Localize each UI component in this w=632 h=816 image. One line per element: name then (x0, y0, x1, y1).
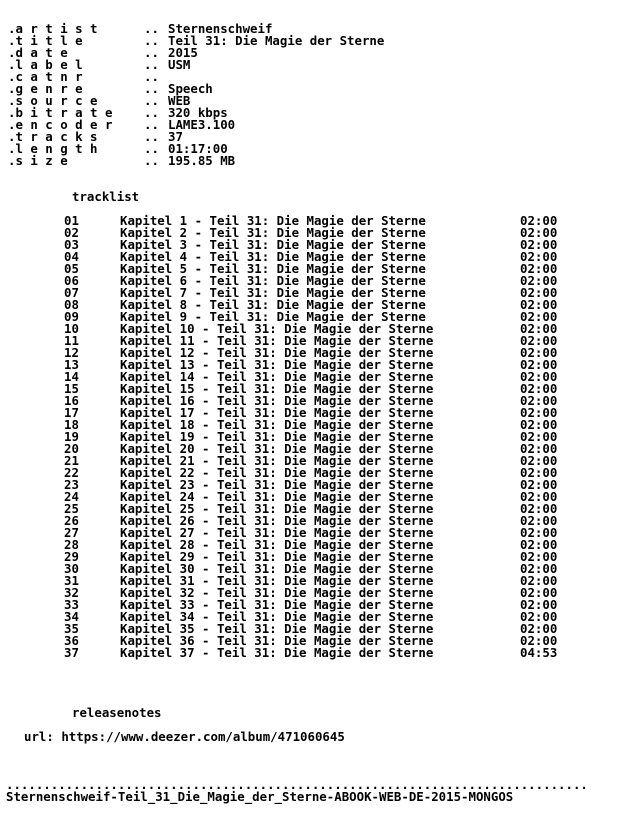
track-number: 18 (64, 417, 79, 432)
track-title: Kapitel 25 - Teil 31: Die Magie der Sterne (120, 501, 434, 516)
track-title: Kapitel 7 - Teil 31: Die Magie der Sterne (120, 285, 426, 300)
meta-sep: .. (144, 45, 159, 60)
track-title: Kapitel 17 - Teil 31: Die Magie der Sterne (120, 405, 434, 420)
meta-value: 37 (168, 129, 183, 144)
track-duration: 02:00 (520, 537, 558, 552)
track-duration: 02:00 (520, 513, 558, 528)
track-title: Kapitel 21 - Teil 31: Die Magie der Sterne (120, 453, 434, 468)
track-duration: 02:00 (520, 357, 558, 372)
meta-key: .g e n r e (8, 81, 83, 96)
releasenotes-heading: releasenotes (72, 705, 162, 720)
track-number: 03 (64, 237, 79, 252)
track-title: Kapitel 35 - Teil 31: Die Magie der Sterne (120, 621, 434, 636)
track-number: 21 (64, 453, 79, 468)
track-number: 17 (64, 405, 79, 420)
meta-value: Speech (168, 81, 213, 96)
tracklist-heading: tracklist (72, 189, 140, 204)
track-title: Kapitel 26 - Teil 31: Die Magie der Sterne (120, 513, 434, 528)
meta-row-title (8, 35, 628, 47)
track-number: 30 (64, 561, 79, 576)
track-number: 09 (64, 309, 79, 324)
meta-value: USM (168, 57, 191, 72)
track-number: 15 (64, 381, 79, 396)
meta-sep: .. (144, 21, 159, 36)
track-number: 29 (64, 549, 79, 564)
track-title: Kapitel 30 - Teil 31: Die Magie der Sterne (120, 561, 434, 576)
track-duration: 02:00 (520, 381, 558, 396)
track-number: 08 (64, 297, 79, 312)
track-title: Kapitel 4 - Teil 31: Die Magie der Sterne (120, 249, 426, 264)
meta-row-label (8, 59, 628, 71)
track-title: Kapitel 22 - Teil 31: Die Magie der Sterne (120, 465, 434, 480)
meta-row-date (8, 47, 628, 59)
track-title: Kapitel 9 - Teil 31: Die Magie der Sterne (120, 309, 426, 324)
track-number: 07 (64, 285, 79, 300)
meta-row-genre (8, 83, 628, 95)
meta-key: .l e n g t h (8, 141, 98, 156)
meta-row-catnr (8, 71, 628, 83)
track-number: 22 (64, 465, 79, 480)
track-duration: 02:00 (520, 549, 558, 564)
track-duration: 02:00 (520, 273, 558, 288)
track-title: Kapitel 18 - Teil 31: Die Magie der Sterne (120, 417, 434, 432)
track-title: Kapitel 1 - Teil 31: Die Magie der Sterne (120, 213, 426, 228)
dotted-divider: .............................................................................. (6, 777, 588, 792)
track-duration: 02:00 (520, 225, 558, 240)
meta-sep: .. (144, 141, 159, 156)
meta-key: .b i t r a t e (8, 105, 113, 120)
track-duration: 02:00 (520, 489, 558, 504)
meta-key: .a r t i s t (8, 21, 98, 36)
meta-row-length (8, 143, 628, 155)
meta-sep: .. (144, 93, 159, 108)
track-number: 01 (64, 213, 79, 228)
track-number: 26 (64, 513, 79, 528)
track-duration: 02:00 (520, 573, 558, 588)
track-duration: 02:00 (520, 309, 558, 324)
track-number: 37 (64, 645, 79, 660)
track-duration: 02:00 (520, 297, 558, 312)
track-title: Kapitel 14 - Teil 31: Die Magie der Sterne (120, 369, 434, 384)
track-duration: 02:00 (520, 633, 558, 648)
meta-value: 01:17:00 (168, 141, 228, 156)
track-duration: 02:00 (520, 429, 558, 444)
track-duration: 02:00 (520, 501, 558, 516)
track-title: Kapitel 27 - Teil 31: Die Magie der Sterne (120, 525, 434, 540)
meta-value: LAME3.100 (168, 117, 236, 132)
meta-sep: .. (144, 69, 159, 84)
meta-key: .d a t e (8, 45, 68, 60)
meta-sep: .. (144, 129, 159, 144)
track-duration: 02:00 (520, 417, 558, 432)
track-duration: 02:00 (520, 621, 558, 636)
track-number: 06 (64, 273, 79, 288)
track-duration: 02:00 (520, 405, 558, 420)
track-number: 31 (64, 573, 79, 588)
track-number: 11 (64, 333, 79, 348)
track-number: 14 (64, 369, 79, 384)
track-title: Kapitel 24 - Teil 31: Die Magie der Sterne (120, 489, 434, 504)
meta-value: 195.85 MB (168, 153, 236, 168)
track-title: Kapitel 3 - Teil 31: Die Magie der Sterne (120, 237, 426, 252)
meta-row-size (8, 155, 628, 167)
meta-sep: .. (144, 153, 159, 168)
track-title: Kapitel 13 - Teil 31: Die Magie der Sterne (120, 357, 434, 372)
track-number: 24 (64, 489, 79, 504)
track-title: Kapitel 6 - Teil 31: Die Magie der Sterne (120, 273, 426, 288)
track-title: Kapitel 20 - Teil 31: Die Magie der Sterne (120, 441, 434, 456)
url-row (8, 731, 628, 743)
track-title: Kapitel 36 - Teil 31: Die Magie der Sterne (120, 633, 434, 648)
track-duration: 02:00 (520, 597, 558, 612)
track-title: Kapitel 12 - Teil 31: Die Magie der Sterne (120, 345, 434, 360)
track-duration: 02:00 (520, 369, 558, 384)
track-duration: 02:00 (520, 453, 558, 468)
track-title: Kapitel 33 - Teil 31: Die Magie der Sterne (120, 597, 434, 612)
track-number: 10 (64, 321, 79, 336)
meta-value: Teil 31: Die Magie der Sterne (168, 33, 385, 48)
meta-key: .t i t l e (8, 33, 83, 48)
track-title: Kapitel 19 - Teil 31: Die Magie der Sterne (120, 429, 434, 444)
track-number: 04 (64, 249, 79, 264)
track-number: 02 (64, 225, 79, 240)
track-duration: 02:00 (520, 249, 558, 264)
track-title: Kapitel 16 - Teil 31: Die Magie der Sterne (120, 393, 434, 408)
track-duration: 02:00 (520, 585, 558, 600)
track-duration: 02:00 (520, 333, 558, 348)
track-duration: 02:00 (520, 345, 558, 360)
meta-value: Sternenschweif (168, 21, 273, 36)
track-number: 25 (64, 501, 79, 516)
track-title: Kapitel 34 - Teil 31: Die Magie der Sterne (120, 609, 434, 624)
track-number: 32 (64, 585, 79, 600)
track-duration: 02:00 (520, 465, 558, 480)
track-number: 20 (64, 441, 79, 456)
meta-sep: .. (144, 33, 159, 48)
meta-sep: .. (144, 57, 159, 72)
track-title: Kapitel 2 - Teil 31: Die Magie der Sterne (120, 225, 426, 240)
track-number: 34 (64, 609, 79, 624)
meta-value: WEB (168, 93, 191, 108)
url-label: url: (24, 729, 54, 744)
track-number: 12 (64, 345, 79, 360)
meta-value: 2015 (168, 45, 198, 60)
track-title: Kapitel 15 - Teil 31: Die Magie der Sterne (120, 381, 434, 396)
meta-sep: .. (144, 117, 159, 132)
track-title: Kapitel 32 - Teil 31: Die Magie der Sterne (120, 585, 434, 600)
meta-sep: .. (144, 105, 159, 120)
track-number: 27 (64, 525, 79, 540)
track-title: Kapitel 29 - Teil 31: Die Magie der Sterne (120, 549, 434, 564)
track-number: 33 (64, 597, 79, 612)
track-duration: 02:00 (520, 525, 558, 540)
url-link[interactable]: https://www.deezer.com/album/471060645 (61, 729, 345, 744)
meta-key: .c a t n r (8, 69, 83, 84)
track-row (8, 647, 628, 659)
meta-key: .s o u r c e (8, 93, 98, 108)
track-duration: 02:00 (520, 321, 558, 336)
meta-key: .s i z e (8, 153, 68, 168)
track-title: Kapitel 28 - Teil 31: Die Magie der Sterne (120, 537, 434, 552)
track-title: Kapitel 23 - Teil 31: Die Magie der Sterne (120, 477, 434, 492)
meta-value: 320 kbps (168, 105, 228, 120)
track-title: Kapitel 10 - Teil 31: Die Magie der Sterne (120, 321, 434, 336)
track-number: 05 (64, 261, 79, 276)
release-name: Sternenschweif-Teil_31_Die_Magie_der_Sterne-ABOOK-WEB-DE-2015-MONGOS (6, 789, 514, 804)
meta-sep: .. (144, 81, 159, 96)
track-duration: 02:00 (520, 393, 558, 408)
track-number: 16 (64, 393, 79, 408)
track-duration: 02:00 (520, 237, 558, 252)
meta-block (8, 23, 628, 167)
track-number: 36 (64, 633, 79, 648)
track-duration: 02:00 (520, 561, 558, 576)
track-title: Kapitel 11 - Teil 31: Die Magie der Sterne (120, 333, 434, 348)
tracklist (8, 215, 628, 659)
track-number: 23 (64, 477, 79, 492)
track-title: Kapitel 37 - Teil 31: Die Magie der Sterne (120, 645, 434, 660)
track-number: 13 (64, 357, 79, 372)
track-duration: 02:00 (520, 441, 558, 456)
meta-key: .l a b e l (8, 57, 83, 72)
nfo-document (8, 23, 628, 803)
meta-row-encoder (8, 119, 628, 131)
track-duration: 02:00 (520, 261, 558, 276)
track-number: 28 (64, 537, 79, 552)
track-duration: 02:00 (520, 609, 558, 624)
track-duration: 02:00 (520, 285, 558, 300)
meta-key: .t r a c k s (8, 129, 98, 144)
track-title: Kapitel 8 - Teil 31: Die Magie der Sterne (120, 297, 426, 312)
meta-row-tracks (8, 131, 628, 143)
track-number: 35 (64, 621, 79, 636)
track-number: 19 (64, 429, 79, 444)
track-duration: 02:00 (520, 477, 558, 492)
track-title: Kapitel 31 - Teil 31: Die Magie der Sterne (120, 573, 434, 588)
track-title: Kapitel 5 - Teil 31: Die Magie der Sterne (120, 261, 426, 276)
meta-key: .e n c o d e r (8, 117, 113, 132)
track-duration: 02:00 (520, 213, 558, 228)
track-duration: 04:53 (520, 645, 558, 660)
